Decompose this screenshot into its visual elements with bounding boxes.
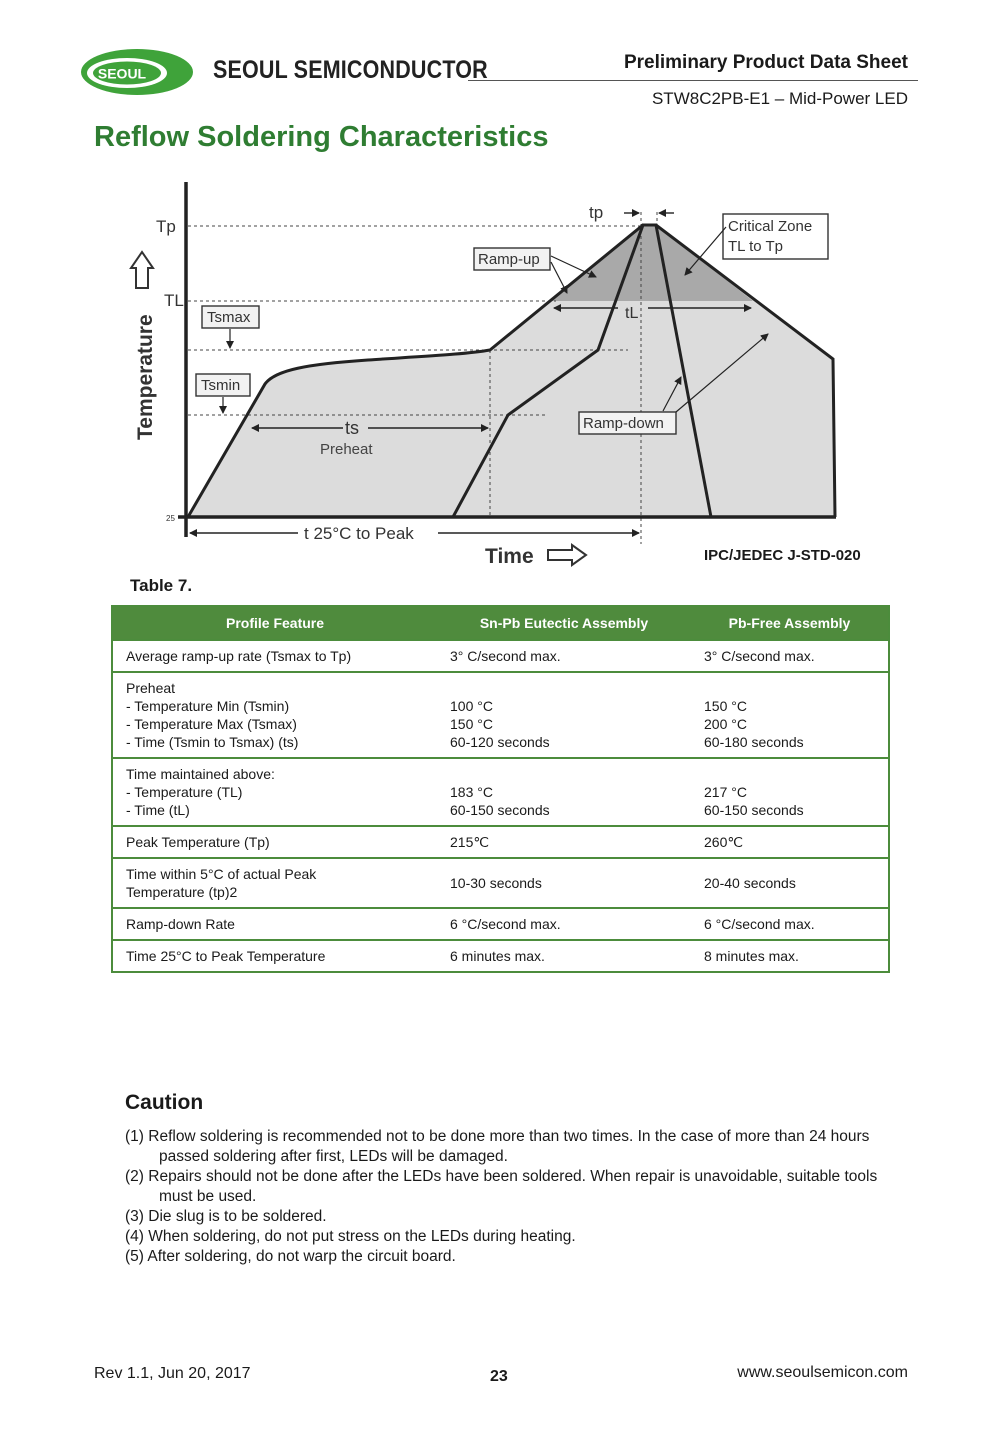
pbfree-cell: 3° C/second max.: [691, 640, 889, 672]
table-header-row: [112, 606, 889, 640]
logo-text: SEOUL: [97, 65, 147, 82]
table-row: [112, 940, 889, 972]
y-label-tp: Tp: [156, 217, 176, 236]
pbfree-cell: 260℃: [691, 826, 889, 858]
reflow-spec-table: [111, 605, 890, 973]
tp-small-label: tp: [589, 203, 604, 222]
snpb-cell: [437, 672, 691, 758]
critical-zone-label-1: Critical Zone: [728, 218, 813, 235]
value-line: 217 °C: [704, 784, 747, 800]
critical-zone-label-2: TL to Tp: [728, 238, 784, 255]
preheat-label: Preheat: [320, 441, 373, 458]
y-label-25: 25: [166, 514, 175, 523]
table-row: [112, 858, 889, 908]
header-profile-feature: Profile Feature: [112, 606, 437, 640]
table-row: [112, 640, 889, 672]
feature-line: - Temperature Max (Tsmax): [126, 716, 297, 732]
feature-line: Temperature (tp)2: [126, 884, 238, 900]
table-row: [112, 908, 889, 940]
feature-cell: [112, 758, 437, 826]
feature-cell: Time 25°C to Peak Temperature: [112, 940, 437, 972]
y-axis-title: Temperature: [134, 314, 157, 440]
value-line: 60-180 seconds: [704, 734, 804, 750]
header-pbfree: Pb-Free Assembly: [691, 606, 889, 640]
footer-revision: Rev 1.1, Jun 20, 2017: [94, 1365, 251, 1382]
feature-line: Preheat: [126, 680, 176, 696]
tsmin-box-label: Tsmin: [201, 377, 241, 394]
feature-cell: Peak Temperature (Tp): [112, 826, 437, 858]
footer-website-link[interactable]: www.seoulsemicon.com: [737, 1364, 908, 1381]
snpb-cell: 3° C/second max.: [437, 640, 691, 672]
caution-item: (2) Repairs should not be done after the LEDs have been soldered. When repair is unavoidable, suitable tools must be used.: [125, 1168, 878, 1205]
value-line: 100 °C: [450, 698, 493, 714]
pbfree-cell: 6 °C/second max.: [691, 908, 889, 940]
t25-label: t 25°C to Peak: [304, 524, 414, 543]
value-line: 60-150 seconds: [704, 802, 804, 818]
caution-item: (5) After soldering, do not warp the circuit board.: [125, 1248, 456, 1265]
value-line: 60-150 seconds: [450, 802, 550, 818]
table-row: [112, 758, 889, 826]
reflow-profile-diagram: [128, 172, 888, 572]
pbfree-cell: [691, 758, 889, 826]
y-label-tl: TL: [164, 291, 184, 310]
value-line: 60-120 seconds: [450, 734, 550, 750]
table-row: [112, 826, 889, 858]
pbfree-cell: 20-40 seconds: [691, 858, 889, 908]
snpb-cell: [437, 758, 691, 826]
caution-title: Caution: [125, 1091, 204, 1114]
value-line: 150 °C: [450, 716, 493, 732]
seoul-logo: [80, 48, 195, 96]
tl-small-label: tL: [625, 305, 639, 322]
table-row: [112, 672, 889, 758]
rampup-box-label: Ramp-up: [478, 251, 540, 268]
value-line: 150 °C: [704, 698, 747, 714]
feature-cell: Ramp-down Rate: [112, 908, 437, 940]
snpb-cell: 215℃: [437, 826, 691, 858]
y-axis-arrow-icon: [131, 252, 153, 288]
footer-page-number: 23: [490, 1368, 508, 1385]
table-caption: Table 7.: [130, 576, 193, 595]
caution-item: (1) Reflow soldering is recommended not to be done more than two times. In the case of more than 24 hours passed soldering after first, LEDs will be damaged.: [125, 1128, 870, 1165]
header-rule: [468, 80, 918, 81]
ts-label: ts: [345, 418, 360, 438]
tsmax-box-label: Tsmax: [207, 309, 251, 326]
feature-line: - Temperature Min (Tsmin): [126, 698, 290, 714]
feature-cell: [112, 858, 437, 908]
feature-line: - Temperature (TL): [126, 784, 243, 800]
feature-line: Time maintained above:: [126, 766, 275, 782]
snpb-cell: 10-30 seconds: [437, 858, 691, 908]
feature-line: - Time (tL): [126, 802, 190, 818]
rampdown-box-label: Ramp-down: [583, 415, 664, 432]
caution-list: [125, 1127, 905, 1267]
rampup-pointer-2: [551, 262, 567, 293]
snpb-cell: 6 minutes max.: [437, 940, 691, 972]
caution-item: (3) Die slug is to be soldered.: [125, 1208, 327, 1225]
x-axis-arrow-icon: [548, 545, 586, 565]
pbfree-cell: [691, 672, 889, 758]
section-title: Reflow Soldering Characteristics: [94, 121, 549, 153]
x-axis-title: Time: [485, 545, 534, 568]
feature-line: - Time (Tsmin to Tsmax) (ts): [126, 734, 299, 750]
header-snpb: Sn-Pb Eutectic Assembly: [437, 606, 691, 640]
feature-line: Time within 5°C of actual Peak: [126, 866, 317, 882]
feature-cell: Average ramp-up rate (Tsmax to Tp): [112, 640, 437, 672]
snpb-cell: 6 °C/second max.: [437, 908, 691, 940]
value-line: 183 °C: [450, 784, 493, 800]
doc-type: Preliminary Product Data Sheet: [623, 52, 908, 73]
company-name: SEOUL SEMICONDUCTOR: [213, 56, 488, 84]
feature-cell: [112, 672, 437, 758]
pbfree-cell: 8 minutes max.: [691, 940, 889, 972]
doc-model: STW8C2PB-E1 – Mid-Power LED: [651, 89, 908, 108]
chart-standard-label: IPC/JEDEC J-STD-020: [704, 547, 861, 564]
value-line: 200 °C: [704, 716, 747, 732]
caution-item: (4) When soldering, do not put stress on the LEDs during heating.: [125, 1228, 576, 1245]
